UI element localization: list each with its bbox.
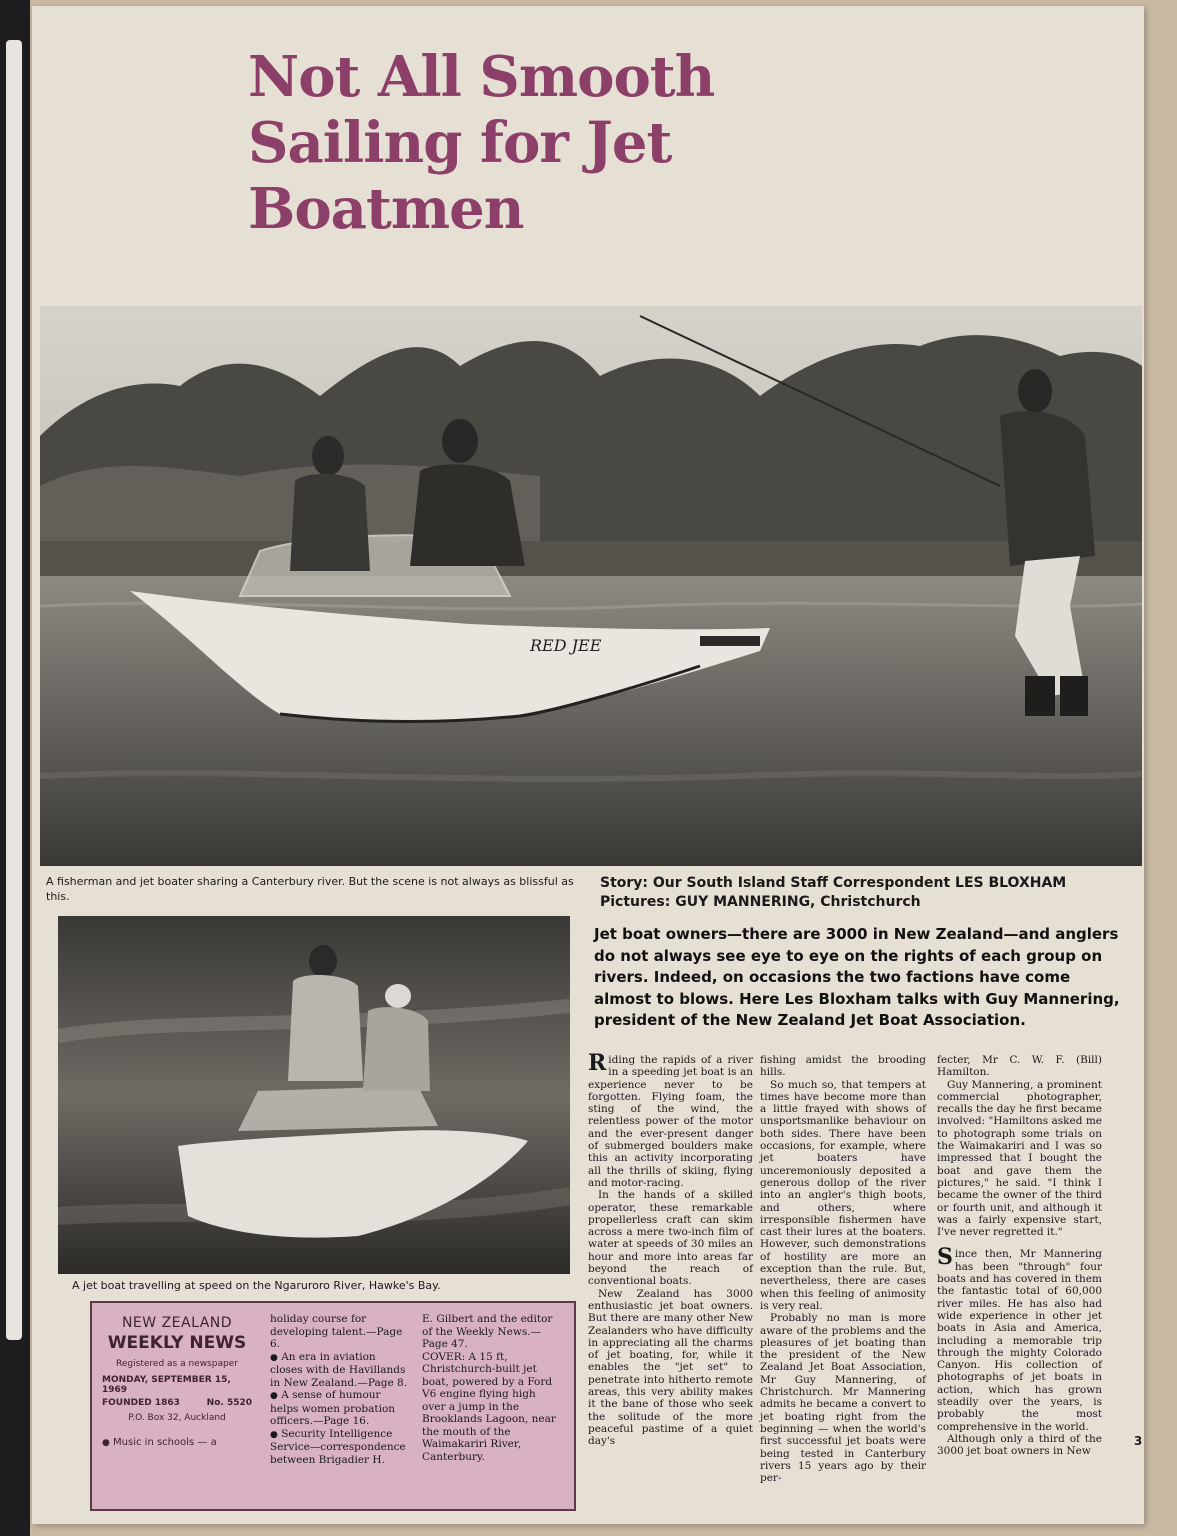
- masthead-date: MONDAY, SEPTEMBER 15, 1969: [102, 1375, 231, 1395]
- col1-p3: New Zealand has 3000 enthusiastic jet boat owners. But there are many other New Zealanders who have difficulty in appreciating all the charms of jet boating, for, while it enables the "jet set" to penetrate into hitherto remote areas, this very ability makes it the bane of those who seek the solitude of the more peaceful pastime of a quiet day's: [588, 1287, 753, 1448]
- byline: [600, 874, 1120, 912]
- drop-cap-r: R: [588, 1050, 607, 1076]
- bullet-icon: ●: [102, 1438, 110, 1448]
- masthead-box: [90, 1301, 576, 1511]
- second-photo-caption: A jet boat travelling at speed on the Ngaruroro River, Hawke's Bay.: [72, 1279, 441, 1292]
- contents-item-4: [270, 1428, 408, 1467]
- main-photo: [40, 306, 1142, 866]
- masthead-registered: Registered as a newspaper: [116, 1359, 238, 1369]
- magazine-page: [32, 6, 1144, 1524]
- page-number: 3: [1134, 1434, 1143, 1448]
- masthead-issue-number: No. 5520: [206, 1398, 252, 1408]
- body-column-1: [588, 1050, 753, 1448]
- contents-cover-note: COVER: A 15 ft, Christchurch-built jet boat, powered by a Ford V6 engine flying high over a jump in the Brooklands Lagoon, near the mouth of the Waimakariri River, Canterbury.: [422, 1350, 556, 1463]
- col2-p3: Probably no man is more aware of the problems and the pleasures of jet boating than the president of the New Zealand Jet Boat Association, Mr Guy Mannering, of Christchurch. Mr Mannering admits he became a convert to jet boating right from the beginning — when the world's first successful jet boats were being tested in Canterbury rivers 15 years ago by their per-: [760, 1312, 926, 1485]
- masthead-pobox: P.O. Box 32, Auckland: [128, 1413, 226, 1423]
- col3-p1: fecter, Mr C. W. F. (Bill) Hamilton.: [937, 1054, 1102, 1079]
- masthead-founded-row: [102, 1398, 252, 1408]
- drop-cap-s: S: [937, 1244, 953, 1271]
- masthead: [102, 1315, 252, 1448]
- contents-item-3-text: A sense of humour helps women probation officers.—Page 16.: [270, 1389, 396, 1427]
- boat-name-text: RED JEE: [530, 636, 602, 655]
- contents-column-1: [270, 1313, 408, 1466]
- main-photo-caption: A fisherman and jet boater sharing a Canterbury river. But the scene is not always as blissful as this.: [46, 875, 574, 903]
- contents-item-2-text: An era in aviation closes with de Havillands in New Zealand.—Page 8.: [270, 1350, 408, 1389]
- spine-paper-edge: [6, 40, 22, 1340]
- col1-p1: iding the rapids of a river in a speeding jet boat is an experience never to be forgotten. Flying foam, the sting of the wind, the relentless power of the motor and the ever-present danger of submerged boulders make this an activity incorporating all the thrills of skiing, flying and motor-racing.: [588, 1054, 753, 1189]
- body-column-3: [937, 1054, 1102, 1458]
- headline-line-3: Boatmen: [248, 176, 524, 242]
- contents-item-1: holiday course for developing talent.—Page 6.: [270, 1313, 403, 1350]
- headline: [248, 44, 968, 242]
- col2-p2: So much so, that tempers at times have become more than a little frayed with shows of unsportsmanlike behaviour on both sides. There have been occasions, for example, where jet boaters have unceremoniously deposited a generous dollop of the river into an angler's thigh boots, and others, where irresponsible fishermen have cast their lures at the boaters. However, such demonstrations of hostility are more an exception than the rule. But, nevertheless, there are cases when this feeling of animosity is very real.: [760, 1078, 926, 1312]
- byline-pictures: Pictures: GUY MANNERING, Christchurch: [600, 894, 921, 910]
- col3-p2: Guy Mannering, a prominent commercial photographer, recalls the day he first became involved: "Hamiltons asked me to photograph some trials on the Waimakariri and I was so impressed that I bought the boat and gave them the pictures," he said. "I think I became the owner of the third or fourth unit, and although it was a fairly expensive start, I've never regretted it.": [937, 1078, 1102, 1239]
- headline-line-2: Sailing for Jet: [248, 110, 672, 176]
- contents-item-4-text: Security Intelligence Service—correspondence between Brigadier H.: [270, 1427, 406, 1466]
- col1-p2: In the hands of a skilled operator, these remarkable propellerless craft can skim across a mere two-inch film of water at speeds of 30 miles an hour and more into areas far beyond the reach of conventional boats.: [588, 1189, 753, 1288]
- bullet-icon: ●: [270, 1429, 278, 1440]
- body-column-2: [760, 1054, 926, 1484]
- contents-item-music: [102, 1437, 252, 1448]
- magazine-spine: [0, 0, 30, 1536]
- byline-story: Story: Our South Island Staff Correspondent LES BLOXHAM: [600, 875, 1067, 891]
- bullet-icon: ●: [270, 1352, 278, 1363]
- contents-item-music-text: Music in schools — a: [113, 1437, 217, 1448]
- contents-item-5: E. Gilbert and the editor of the Weekly News.—Page 47.: [422, 1313, 553, 1350]
- masthead-founded: FOUNDED 1863: [102, 1398, 180, 1408]
- col2-p1: fishing amidst the brooding hills.: [760, 1054, 926, 1079]
- masthead-title-1: NEW ZEALAND: [121, 1315, 233, 1331]
- standfirst: Jet boat owners—there are 3000 in New Zealand—and anglers do not always see eye to eye on the rights of each group on rivers. Indeed, on occasions the two factions have come almost to blows. Here Les Bloxham talks with Guy Mannering, president of the New Zealand Jet Boat Association.: [594, 925, 1120, 1029]
- contents-item-3: [270, 1389, 408, 1428]
- contents-item-2: [270, 1351, 408, 1390]
- second-photo: [58, 916, 570, 1274]
- headline-line-1: Not All Smooth: [248, 44, 715, 110]
- bullet-icon: ●: [270, 1391, 278, 1401]
- contents-column-2: [422, 1313, 562, 1463]
- col3-p3: ince then, Mr Mannering has been "through" four boats and has covered in them the fantastic total of 60,000 river miles. He has also had wide experience in other jet boats in Asia and America, including a memorable trip through the mighty Colorado Canyon. His collection of photographs of jet boats in action, which has grown steadily over the years, is probably the most comprehensive in the world.: [937, 1248, 1102, 1433]
- col3-p4: Although only a third of the 3000 jet boat owners in New: [937, 1432, 1102, 1458]
- masthead-title-2: WEEKLY NEWS: [107, 1333, 247, 1353]
